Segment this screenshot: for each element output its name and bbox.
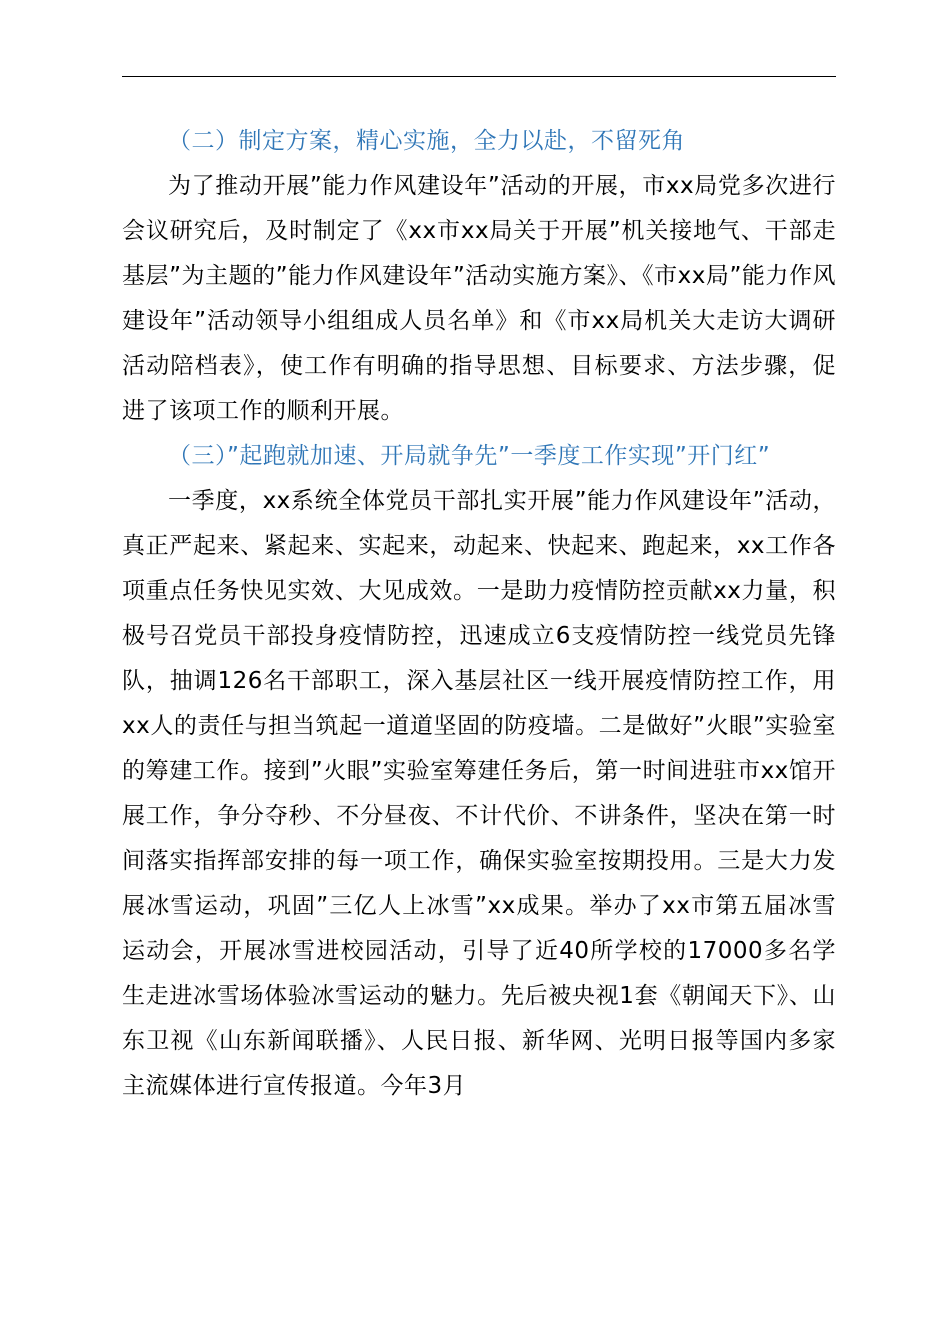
section-heading-2: （二）制定方案，精心实施，全力以赴，不留死角 bbox=[168, 128, 685, 154]
section-heading-3: （三）”起跑就加速、开局就争先”一季度工作实现”开门红” bbox=[168, 443, 771, 469]
document-body bbox=[122, 119, 836, 1109]
header-rule bbox=[122, 76, 836, 77]
paragraph-section-3: 一季度，xx系统全体党员干部扎实开展”能力作风建设年”活动，真正严起来、紧起来、实起来，动起来、快起来、跑起来，xx工作各项重点任务快见实效、大见成效。一是助力疫情防控贡献xx力量，积极号召党员干部投身疫情防控，迅速成立6支疫情防控一线党员先锋队，抽调126名干部职工，深入基层社区一线开展疫情防控工作，用xx人的责任与担当筑起一道道坚固的防疫墙。二是做好”火眼”实验室的筹建工作。接到”火眼”实验室筹建任务后，第一时间进驻市xx馆开展工作，争分夺秒、不分昼夜、不计代价、不讲条件，坚决在第一时间落实指挥部安排的每一项工作，确保实验室按期投用。三是大力发展冰雪运动，巩固”三亿人上冰雪”xx成果。举办了xx市第五届冰雪运动会，开展冰雪进校园活动，引导了近40所学校的17000多名学生走进冰雪场体验冰雪运动的魅力。先后被央视1套《朝闻天下》、山东卫视《山东新闻联播》、人民日报、新华网、光明日报等国内多家主流媒体进行宣传报道。今年3月 bbox=[122, 488, 836, 1099]
paragraph-section-2: 为了推动开展”能力作风建设年”活动的开展，市xx局党多次进行会议研究后，及时制定了《xx市xx局关于开展”机关接地气、干部走基层”为主题的”能力作风建设年”活动实施方案》、《市xx局”能力作风建设年”活动领导小组组成人员名单》和《市xx局机关大走访大调研活动陪档表》，使工作有明确的指导思想、目标要求、方法步骤，促进了该项工作的顺利开展。 bbox=[122, 173, 836, 424]
